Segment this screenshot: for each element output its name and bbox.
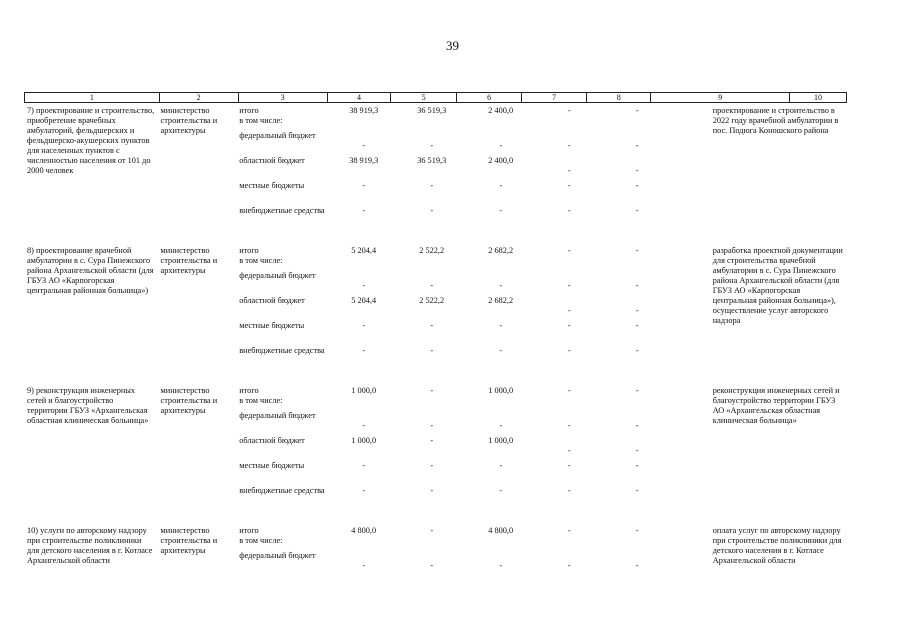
value-cell: - xyxy=(635,206,639,215)
value-cell: - xyxy=(567,181,571,190)
funding-source-label: в том числе: xyxy=(239,116,283,125)
value-cell: - xyxy=(567,386,571,395)
value-cell: - xyxy=(635,321,639,330)
value-cell: - xyxy=(430,436,434,445)
value-cell: - xyxy=(499,346,503,355)
expected-result: реконструкция инженерных сетей и благоустройство территории ГБУЗ АО «Архангельская областная клиническая больница» xyxy=(712,386,840,425)
value-cell: - xyxy=(635,306,639,315)
funding-row xyxy=(236,409,708,434)
value-cell: - xyxy=(567,246,571,255)
value-cell: - xyxy=(499,421,503,430)
header-cell: 10 xyxy=(789,93,846,102)
funding-row xyxy=(236,383,708,396)
value-cell: - xyxy=(635,166,639,175)
value-cell: - xyxy=(635,461,639,470)
event-description: 8) проектирование врачебной амбулатории в с. Сура Пинежского района Архангельской области (для ГБУЗ АО «Карпогорская центральная районная больница») xyxy=(27,246,154,295)
value-cell: 1 000,0 xyxy=(488,386,514,395)
event-description: 7) проектирование и строительство, приобретение врачебных амбулаторий, фельдшерских и фельдшерско-акушерских пунктов для населенных пунктов с численностью населения от 101 до 2000 человек xyxy=(27,106,155,175)
value-cell: - xyxy=(567,141,571,150)
value-cell: - xyxy=(635,181,639,190)
value-cell: 38 919,3 xyxy=(349,106,379,115)
value-cell: 2 400,0 xyxy=(488,106,514,115)
value-cell: - xyxy=(635,486,639,495)
funding-rows xyxy=(236,383,708,523)
funding-row xyxy=(236,256,708,269)
value-cell: - xyxy=(499,206,503,215)
executor: министерство строительства и архитектуры xyxy=(160,386,218,415)
funding-source-label: федеральный бюджет xyxy=(239,271,316,280)
value-cell: - xyxy=(362,461,366,470)
executor: министерство строительства и архитектуры xyxy=(160,526,218,555)
value-cell: - xyxy=(499,321,503,330)
executor: министерство строительства и архитектуры xyxy=(160,106,218,135)
funding-source-label: местные бюджеты xyxy=(239,181,305,190)
value-cell: - xyxy=(362,206,366,215)
value-cell: - xyxy=(430,181,434,190)
event-description: 9) реконструкция инженерных сетей и благоустройство территории ГБУЗ «Архангельская областная клиническая больница» xyxy=(27,386,149,425)
value-cell: - xyxy=(567,446,571,455)
funding-row xyxy=(236,523,708,536)
value-cell: - xyxy=(635,246,639,255)
value-cell: - xyxy=(362,486,366,495)
value-cell: 1 000,0 xyxy=(351,386,377,395)
funding-source-label: итого xyxy=(239,246,259,255)
value-cell: - xyxy=(499,561,503,570)
table-row-group xyxy=(24,243,847,383)
value-cell: - xyxy=(362,181,366,190)
funding-row xyxy=(236,269,708,294)
value-cell: 5 204,4 xyxy=(351,246,377,255)
value-cell: - xyxy=(430,486,434,495)
value-cell: 4 800,0 xyxy=(488,526,514,535)
funding-row xyxy=(236,204,708,229)
value-cell: 1 000,0 xyxy=(488,436,514,445)
funding-row xyxy=(236,396,708,409)
value-cell: - xyxy=(635,446,639,455)
value-cell: 2 682,2 xyxy=(488,246,514,255)
funding-row xyxy=(236,179,708,204)
funding-row xyxy=(236,154,708,179)
value-cell: 1 000,0 xyxy=(351,436,377,445)
value-cell: - xyxy=(635,106,639,115)
value-cell: - xyxy=(567,421,571,430)
funding-source-label: в том числе: xyxy=(239,396,283,405)
funding-row xyxy=(236,294,708,319)
value-cell: - xyxy=(430,346,434,355)
value-cell: - xyxy=(567,321,571,330)
header-cell: 3 xyxy=(238,93,327,102)
funding-source-label: внебюджетные средства xyxy=(239,346,325,355)
value-cell: - xyxy=(362,141,366,150)
value-cell: 2 400,0 xyxy=(488,156,514,165)
value-cell: - xyxy=(635,561,639,570)
value-cell: 5 204,4 xyxy=(351,296,377,305)
value-cell: - xyxy=(430,141,434,150)
value-cell: - xyxy=(499,141,503,150)
event-description: 10) услуги по авторскому надзору при строительстве поликлиники для детского населения в г. Котласе Архангельской области xyxy=(27,526,153,565)
header-cell: 9 xyxy=(650,93,789,102)
value-cell: - xyxy=(499,281,503,290)
value-cell: - xyxy=(430,321,434,330)
funding-source-label: внебюджетные средства xyxy=(239,486,325,495)
funding-source-label: областной бюджет xyxy=(239,436,305,445)
value-cell: - xyxy=(635,141,639,150)
value-cell: - xyxy=(635,281,639,290)
value-cell: - xyxy=(635,386,639,395)
value-cell: - xyxy=(567,106,571,115)
expected-result: проектирование и строительство в 2022 году врачебной амбулатории в пос. Подюга Коношского района xyxy=(712,106,839,135)
funding-source-label: областной бюджет xyxy=(239,296,305,305)
funding-rows xyxy=(236,103,708,243)
funding-row xyxy=(236,243,708,256)
header-cell: 5 xyxy=(390,93,456,102)
value-cell: - xyxy=(567,166,571,175)
value-cell: - xyxy=(635,421,639,430)
value-cell: 36 519,3 xyxy=(417,156,447,165)
value-cell: - xyxy=(567,346,571,355)
table-row-group xyxy=(24,523,847,583)
expected-result: разработка проектной документации для строительства врачебной амбулатории в с. Сура Пинежского района Архангельской области (для ГБУЗ АО «Карпогорская центральная районная больница»), осуществление услуг авторского надзора xyxy=(712,246,843,325)
value-cell: - xyxy=(430,461,434,470)
value-cell: - xyxy=(430,206,434,215)
value-cell: - xyxy=(567,526,571,535)
header-cell: 1 xyxy=(89,93,94,102)
funding-source-label: итого xyxy=(239,526,259,535)
value-cell: - xyxy=(430,281,434,290)
funding-source-label: федеральный бюджет xyxy=(239,551,316,560)
value-cell: - xyxy=(362,561,366,570)
value-cell: 2 522,2 xyxy=(419,296,445,305)
funding-row xyxy=(236,103,708,116)
funding-source-label: федеральный бюджет xyxy=(239,131,316,140)
expected-result: оплата услуг по авторскому надзору при строительстве поликлиники для детского населения в г. Котласе Архангельской области xyxy=(712,526,842,565)
funding-row xyxy=(236,344,708,369)
value-cell: - xyxy=(430,526,434,535)
value-cell: - xyxy=(499,486,503,495)
funding-row xyxy=(236,319,708,344)
funding-row xyxy=(236,549,708,574)
funding-source-label: федеральный бюджет xyxy=(239,411,316,420)
funding-source-label: областной бюджет xyxy=(239,156,305,165)
funding-row xyxy=(236,129,708,154)
header-cell: 7 xyxy=(521,93,586,102)
funding-row xyxy=(236,484,708,509)
value-cell: 2 682,2 xyxy=(488,296,514,305)
funding-rows xyxy=(236,523,708,583)
value-cell: - xyxy=(430,386,434,395)
value-cell: - xyxy=(567,486,571,495)
page-number: 39 xyxy=(446,38,459,53)
value-cell: 36 519,3 xyxy=(417,106,447,115)
header-cell: 2 xyxy=(159,93,238,102)
funding-row xyxy=(236,434,708,459)
funding-source-label: местные бюджеты xyxy=(239,321,305,330)
funding-row xyxy=(236,536,708,549)
table-header-row xyxy=(24,92,847,103)
value-cell: 4 800,0 xyxy=(351,526,377,535)
funding-rows xyxy=(236,243,708,383)
value-cell: - xyxy=(362,421,366,430)
funding-source-label: итого xyxy=(239,386,259,395)
value-cell: - xyxy=(567,206,571,215)
value-cell: - xyxy=(567,306,571,315)
value-cell: 2 522,2 xyxy=(419,246,445,255)
funding-source-label: внебюджетные средства xyxy=(239,206,325,215)
executor: министерство строительства и архитектуры xyxy=(160,246,218,275)
funding-source-label: итого xyxy=(239,106,259,115)
funding-row xyxy=(236,459,708,484)
funding-row xyxy=(236,116,708,129)
value-cell: - xyxy=(499,181,503,190)
value-cell: - xyxy=(567,461,571,470)
value-cell: - xyxy=(430,561,434,570)
header-cell: 4 xyxy=(327,93,391,102)
value-cell: - xyxy=(635,526,639,535)
value-cell: - xyxy=(362,281,366,290)
funding-source-label: в том числе: xyxy=(239,256,283,265)
table-row-group xyxy=(24,383,847,523)
funding-source-label: в том числе: xyxy=(239,536,283,545)
value-cell: - xyxy=(499,461,503,470)
value-cell: - xyxy=(362,346,366,355)
value-cell: - xyxy=(362,321,366,330)
table-row-group xyxy=(24,103,847,243)
header-cell: 6 xyxy=(456,93,522,102)
funding-source-label: местные бюджеты xyxy=(239,461,305,470)
header-cell: 8 xyxy=(586,93,651,102)
budget-table xyxy=(24,92,847,583)
value-cell: - xyxy=(635,346,639,355)
value-cell: - xyxy=(430,421,434,430)
value-cell: - xyxy=(567,281,571,290)
value-cell: 38 919,3 xyxy=(349,156,379,165)
value-cell: - xyxy=(567,561,571,570)
